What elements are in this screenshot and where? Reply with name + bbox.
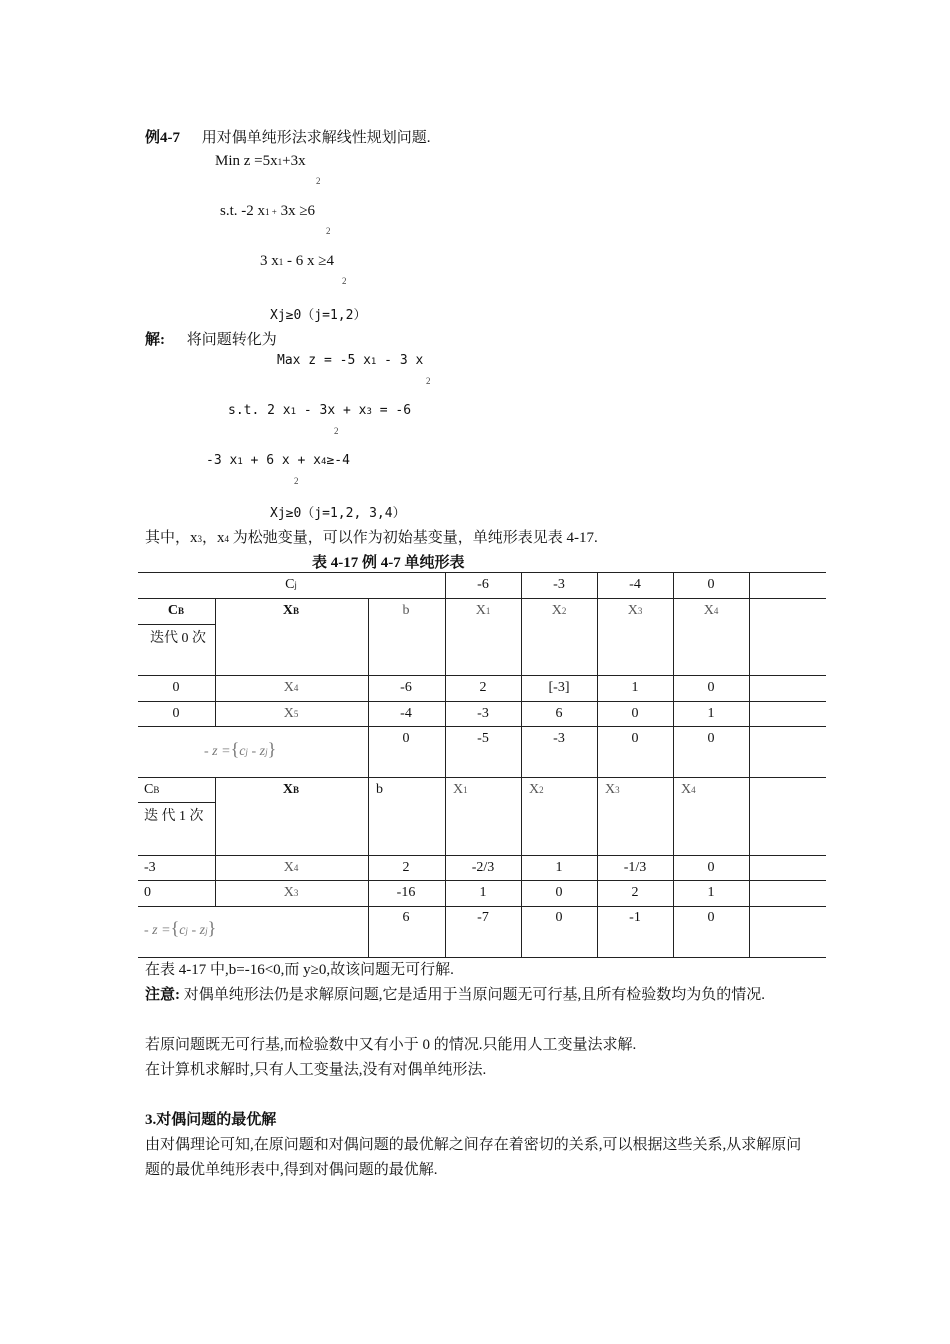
cj-value: -6 xyxy=(477,577,489,592)
solution-text: 将问题转化为 xyxy=(186,332,277,348)
row-value: 6 xyxy=(555,706,563,721)
row-xb: X4 xyxy=(283,680,299,695)
primal-objective-sub: 2 xyxy=(316,176,321,186)
primal-constraint-1: s.t. -2 x1 + 3x ≥6 xyxy=(220,203,316,219)
row-value: -2/3 xyxy=(471,860,495,875)
b-header: b xyxy=(376,782,383,797)
check-value: -1 xyxy=(629,910,641,925)
var-header: X1 xyxy=(453,782,468,797)
dual-constraint-2: -3 x1 + 6 x + x4≥-4 xyxy=(206,453,350,468)
dual-objective: Max z = -5 x1 - 3 x xyxy=(277,353,424,368)
row-value: 1 xyxy=(631,680,639,695)
row-cb: -3 xyxy=(144,860,156,875)
notice-line-3: 在计算机求解时,只有人工变量法,没有对偶单纯形法. xyxy=(145,1062,487,1078)
row-b: -6 xyxy=(400,680,412,695)
var-header: X1 xyxy=(475,603,491,618)
example-title: 用对偶单纯形法求解线性规划问题. xyxy=(201,130,431,146)
iteration-label: 迭 代 1 次 xyxy=(144,809,204,824)
check-value: 0 xyxy=(707,731,715,746)
var-header: X2 xyxy=(551,603,567,618)
row-cb: 0 xyxy=(144,885,151,900)
check-b: 6 xyxy=(402,910,410,925)
row-xb: X3 xyxy=(283,885,299,900)
section-text: 由对偶理论可知,在原问题和对偶问题的最优解之间存在着密切的关系,可以根据这些关系,从求解原问题的最优单纯形表中,得到对偶问题的最优解. xyxy=(145,1137,802,1178)
primal-constraint-2-sub: 2 xyxy=(342,276,347,286)
xb-header: XB xyxy=(282,603,300,618)
primal-constraint-1-sub: 2 xyxy=(326,226,331,236)
var-header: X2 xyxy=(529,782,544,797)
notice-label: 注意: xyxy=(145,987,180,1003)
row-b: -4 xyxy=(400,706,412,721)
var-header: X4 xyxy=(703,603,719,618)
notice-paragraph xyxy=(145,983,815,1008)
solution-heading xyxy=(145,328,277,349)
row-value: 0 xyxy=(631,706,639,721)
dual-constraint-2-sub: 2 xyxy=(294,476,299,486)
cj-value: -4 xyxy=(629,577,641,592)
cj-label: Cj xyxy=(285,577,297,592)
check-value: -3 xyxy=(553,731,565,746)
dual-nonneg: Xj≥0（j=1,2, 3,4） xyxy=(270,506,406,521)
iteration-label: 迭代 0 次 xyxy=(150,631,206,646)
row-value: 1 xyxy=(555,860,563,875)
example-heading xyxy=(145,126,431,147)
row-value: 0 xyxy=(707,680,715,695)
row-value: -1/3 xyxy=(623,860,647,875)
row-value: 0 xyxy=(707,860,715,875)
check-value: 0 xyxy=(631,731,639,746)
check-formula: - z ={cj - zj} xyxy=(144,918,217,938)
notice-line-2: 若原问题既无可行基,而检验数中又有小于 0 的情况.只能用人工变量法求解. xyxy=(145,1037,637,1053)
row-value: 2 xyxy=(479,680,487,695)
cb-header: CB xyxy=(144,782,160,797)
conclusion: 在表 4-17 中,b=-16<0,而 y≥0,故该问题无可行解. xyxy=(145,962,454,978)
row-xb: X5 xyxy=(283,706,299,721)
check-b: 0 xyxy=(402,731,410,746)
row-value: 2 xyxy=(631,885,639,900)
xb-header: XB xyxy=(282,782,300,797)
row-b: 2 xyxy=(402,860,410,875)
pivot-value: [-3] xyxy=(548,680,570,695)
b-header: b xyxy=(402,603,410,618)
check-value: -5 xyxy=(477,731,489,746)
row-cb: 0 xyxy=(172,706,180,721)
dual-objective-sub: 2 xyxy=(426,376,431,386)
primal-nonneg: Xj≥0（j=1,2） xyxy=(270,308,367,323)
dual-constraint-1-sub: 2 xyxy=(334,426,339,436)
section-heading: 3.对偶问题的最优解 xyxy=(145,1112,277,1128)
slack-note: 其中，x3，x4 为松弛变量，可以作为初始基变量，单纯形表见表 4-17. xyxy=(145,530,598,546)
row-value: 1 xyxy=(707,706,715,721)
notice-text: 对偶单纯形法仍是求解原问题,它是适用于当原问题无可行基,且所有检验数均为负的情况. xyxy=(183,987,766,1003)
check-value: 0 xyxy=(555,910,563,925)
check-formula: - z ={cj - zj} xyxy=(204,739,277,759)
row-value: 1 xyxy=(479,885,487,900)
check-value: 0 xyxy=(707,910,715,925)
row-value: -3 xyxy=(477,706,489,721)
var-header: X4 xyxy=(681,782,696,797)
solution-label: 解: xyxy=(145,332,165,348)
primal-constraint-2: 3 x1 - 6 x ≥4 xyxy=(260,253,334,269)
example-label: 例4-7 xyxy=(145,130,180,146)
check-value: -7 xyxy=(477,910,489,925)
cj-value: -3 xyxy=(553,577,565,592)
row-cb: 0 xyxy=(172,680,180,695)
cj-value: 0 xyxy=(707,577,715,592)
var-header: X3 xyxy=(627,603,643,618)
row-xb: X4 xyxy=(283,860,299,875)
row-value: 1 xyxy=(707,885,715,900)
cb-header: CB xyxy=(167,603,185,618)
simplex-table xyxy=(138,572,826,958)
dual-constraint-1: s.t. 2 x1 - 3x + x3 = -6 xyxy=(228,403,412,418)
primal-objective: Min z =5x1+3x xyxy=(215,153,306,169)
row-value: 0 xyxy=(555,885,563,900)
var-header: X3 xyxy=(605,782,620,797)
table-caption: 表 4-17 例 4-7 单纯形表 xyxy=(312,555,465,571)
row-b: -16 xyxy=(396,885,416,900)
